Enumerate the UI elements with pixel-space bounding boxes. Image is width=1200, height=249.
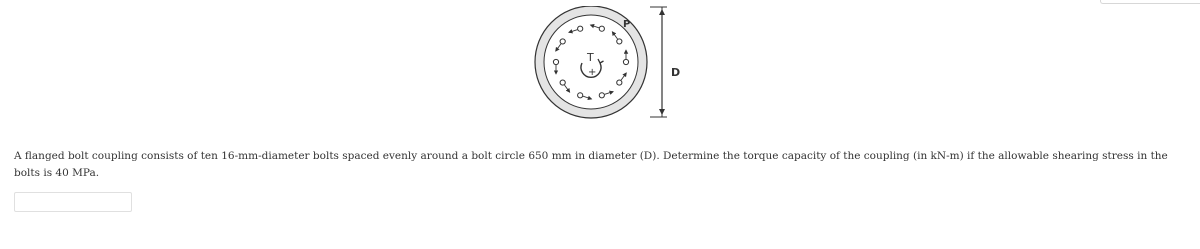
bolt bbox=[578, 93, 583, 98]
flanged-coupling-figure bbox=[526, 6, 696, 122]
answer-input[interactable] bbox=[14, 192, 132, 212]
bolt bbox=[560, 39, 565, 44]
bolt bbox=[617, 80, 622, 85]
question-text: A flanged bolt coupling consists of ten 16-mm-diameter bolts spaced evenly around a bolt circle 650 mm in diameter (D). Determine the torque capacity of the coupling (in kN-m) if the allowable shearing stress in the bolts is 40 MPa. bbox=[14, 150, 1168, 179]
bolt bbox=[623, 59, 628, 64]
bolt bbox=[617, 39, 622, 44]
bolt-force-label: P bbox=[623, 19, 631, 30]
diameter-dimension bbox=[650, 7, 680, 117]
bolt bbox=[553, 59, 558, 64]
bolt bbox=[578, 26, 583, 31]
top-right-panel-edge bbox=[1100, 0, 1200, 4]
torque-sign: + bbox=[588, 67, 597, 78]
bolt bbox=[599, 26, 604, 31]
dimension-label: D bbox=[671, 66, 681, 79]
bolt bbox=[599, 93, 604, 98]
bolt bbox=[560, 80, 565, 85]
torque-label: T bbox=[587, 51, 594, 64]
